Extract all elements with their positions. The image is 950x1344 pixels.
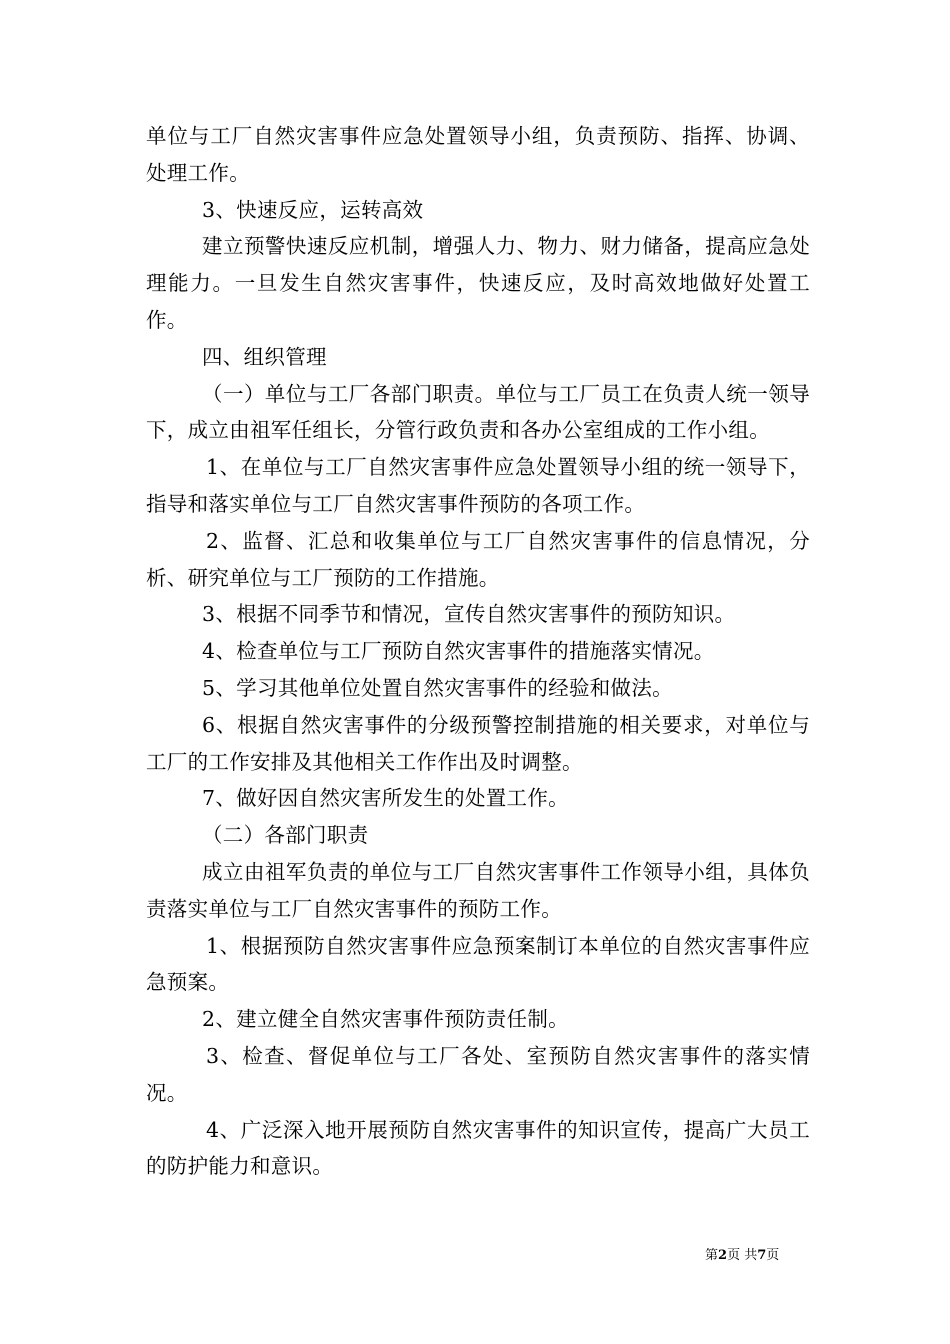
page-number: 2 (718, 1248, 728, 1263)
paragraph: 1、在单位与工厂自然灾害事件应急处置领导小组的统一领导下，指导和落实单位与工厂自然灾害事件预防的各项工作。 (146, 455, 810, 516)
paragraph: 5、学习其他单位处置自然灾害事件的经验和做法。 (202, 675, 673, 700)
paragraph: 单位与工厂自然灾害事件应急处置领导小组，负责预防、指挥、协调、处理工作。 (146, 124, 810, 185)
footer-prefix: 第 (705, 1248, 719, 1263)
paragraph: 6、根据自然灾害事件的分级预警控制措施的相关要求，对单位与工厂的工作安排及其他相关工作作出及时调整。 (146, 712, 810, 774)
paragraph: 成立由祖军负责的单位与工厂自然灾害事件工作领导小组，具体负责落实单位与工厂自然灾害事件的预防工作。 (146, 859, 810, 921)
section-heading: 四、组织管理 (202, 344, 327, 369)
footer-middle: 页 共 (727, 1248, 758, 1263)
footer-suffix: 页 (766, 1248, 780, 1263)
paragraph: 2、建立健全自然灾害事件预防责任制。 (202, 1007, 569, 1032)
paragraph: 1、根据预防自然灾害事件应急预案制订本单位的自然灾害事件应急预案。 (146, 933, 810, 995)
document-body (146, 118, 810, 1185)
paragraph: 3、检查、督促单位与工厂各处、室预防自然灾害事件的落实情况。 (146, 1043, 810, 1105)
paragraph: 7、做好因自然灾害所发生的处置工作。 (202, 786, 569, 811)
paragraph: 2、监督、汇总和收集单位与工厂自然灾害事件的信息情况，分析、研究单位与工厂预防的工作措施。 (146, 528, 810, 590)
subsection-heading: （二）各部门职责 (202, 823, 369, 848)
total-pages: 7 (757, 1248, 767, 1263)
paragraph: 3、根据不同季节和情况，宣传自然灾害事件的预防知识。 (202, 602, 736, 627)
paragraph: 建立预警快速反应机制，增强人力、物力、财力储备，提高应急处理能力。一旦发生自然灾害事件，快速反应，及时高效地做好处置工作。 (146, 234, 810, 332)
paragraph: 4、检查单位与工厂预防自然灾害事件的措施落实情况。 (202, 639, 715, 664)
subsection-heading: （一）单位与工厂各部门职责。单位与工厂员工在负责人统一领导下，成立由祖军任组长，分管行政负责和各办公室组成的工作小组。 (146, 381, 810, 443)
page-footer (705, 1248, 815, 1264)
paragraph: 3、快速反应，运转高效 (202, 197, 424, 222)
paragraph: 4、广泛深入地开展预防自然灾害事件的知识宣传，提高广大员工的防护能力和意识。 (146, 1117, 810, 1179)
